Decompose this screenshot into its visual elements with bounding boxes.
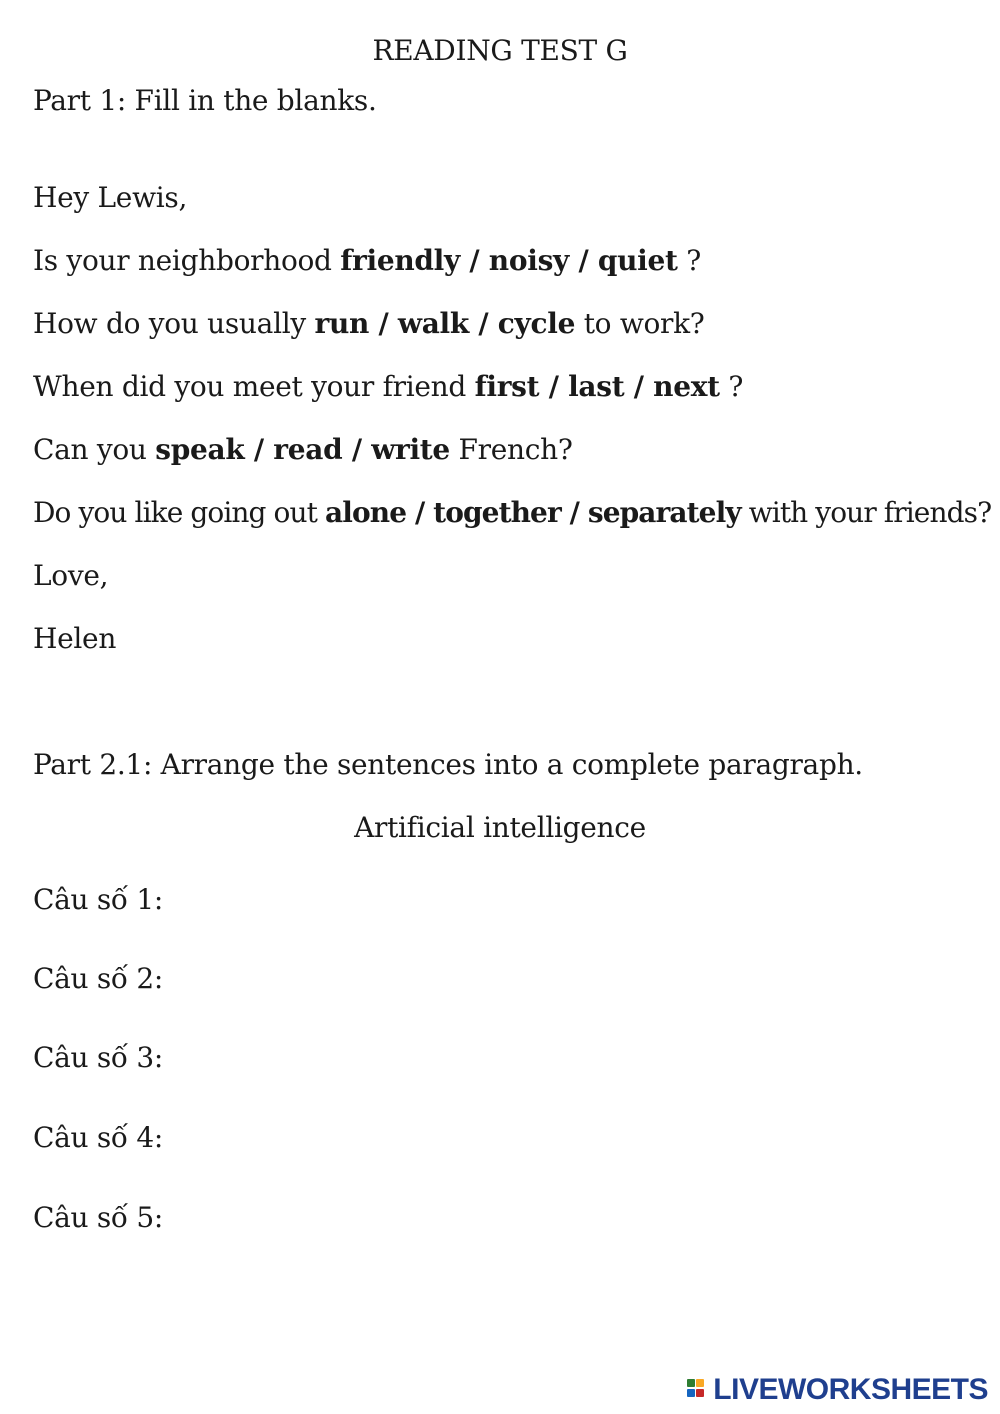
question-5-text: Do you like going out: [33, 496, 326, 529]
letter-closing: Love,: [33, 559, 109, 592]
question-5: [33, 495, 991, 531]
question-4-end: French?: [449, 433, 573, 466]
question-1-options[interactable]: friendly / noisy / quiet: [340, 244, 678, 277]
liveworksheets-logo-text: LIVEWORKSHEETS: [713, 1373, 988, 1406]
sentence-slot-4[interactable]: Câu số 4:: [33, 1121, 163, 1154]
question-3: [33, 369, 743, 405]
question-1: [33, 243, 701, 279]
letter-signature: Helen: [33, 622, 117, 655]
liveworksheets-logo: [687, 1374, 988, 1406]
question-4-options[interactable]: speak / read / write: [155, 433, 450, 466]
question-3-options[interactable]: first / last / next: [474, 370, 720, 403]
question-5-end: with your friends?: [740, 496, 992, 529]
liveworksheets-logo-icon: [687, 1377, 709, 1403]
paragraph-topic: Artificial intelligence: [354, 811, 646, 844]
question-2-end: to work?: [575, 307, 705, 340]
sentence-slot-2[interactable]: Câu số 2:: [33, 962, 163, 995]
question-5-options[interactable]: alone / together / separately: [325, 496, 741, 529]
part2-heading: Part 2.1: Arrange the sentences into a complete paragraph.: [33, 748, 863, 781]
sentence-slot-5[interactable]: Câu số 5:: [33, 1201, 163, 1234]
question-1-end: ?: [677, 244, 701, 277]
question-2-options[interactable]: run / walk / cycle: [314, 307, 576, 340]
sentence-slot-3[interactable]: Câu số 3:: [33, 1041, 163, 1074]
page-title: READING TEST G: [372, 34, 628, 67]
sentence-slot-1[interactable]: Câu số 1:: [33, 883, 163, 916]
question-2: [33, 306, 705, 342]
question-3-end: ?: [719, 370, 744, 403]
question-1-text: Is your neighborhood: [33, 244, 341, 277]
question-4-text: Can you: [33, 433, 156, 466]
letter-greeting: Hey Lewis,: [33, 181, 188, 214]
question-2-text: How do you usually: [33, 307, 315, 340]
part1-heading: Part 1: Fill in the blanks.: [33, 84, 377, 117]
question-3-text: When did you meet your friend: [33, 370, 475, 403]
question-4: [33, 432, 573, 468]
